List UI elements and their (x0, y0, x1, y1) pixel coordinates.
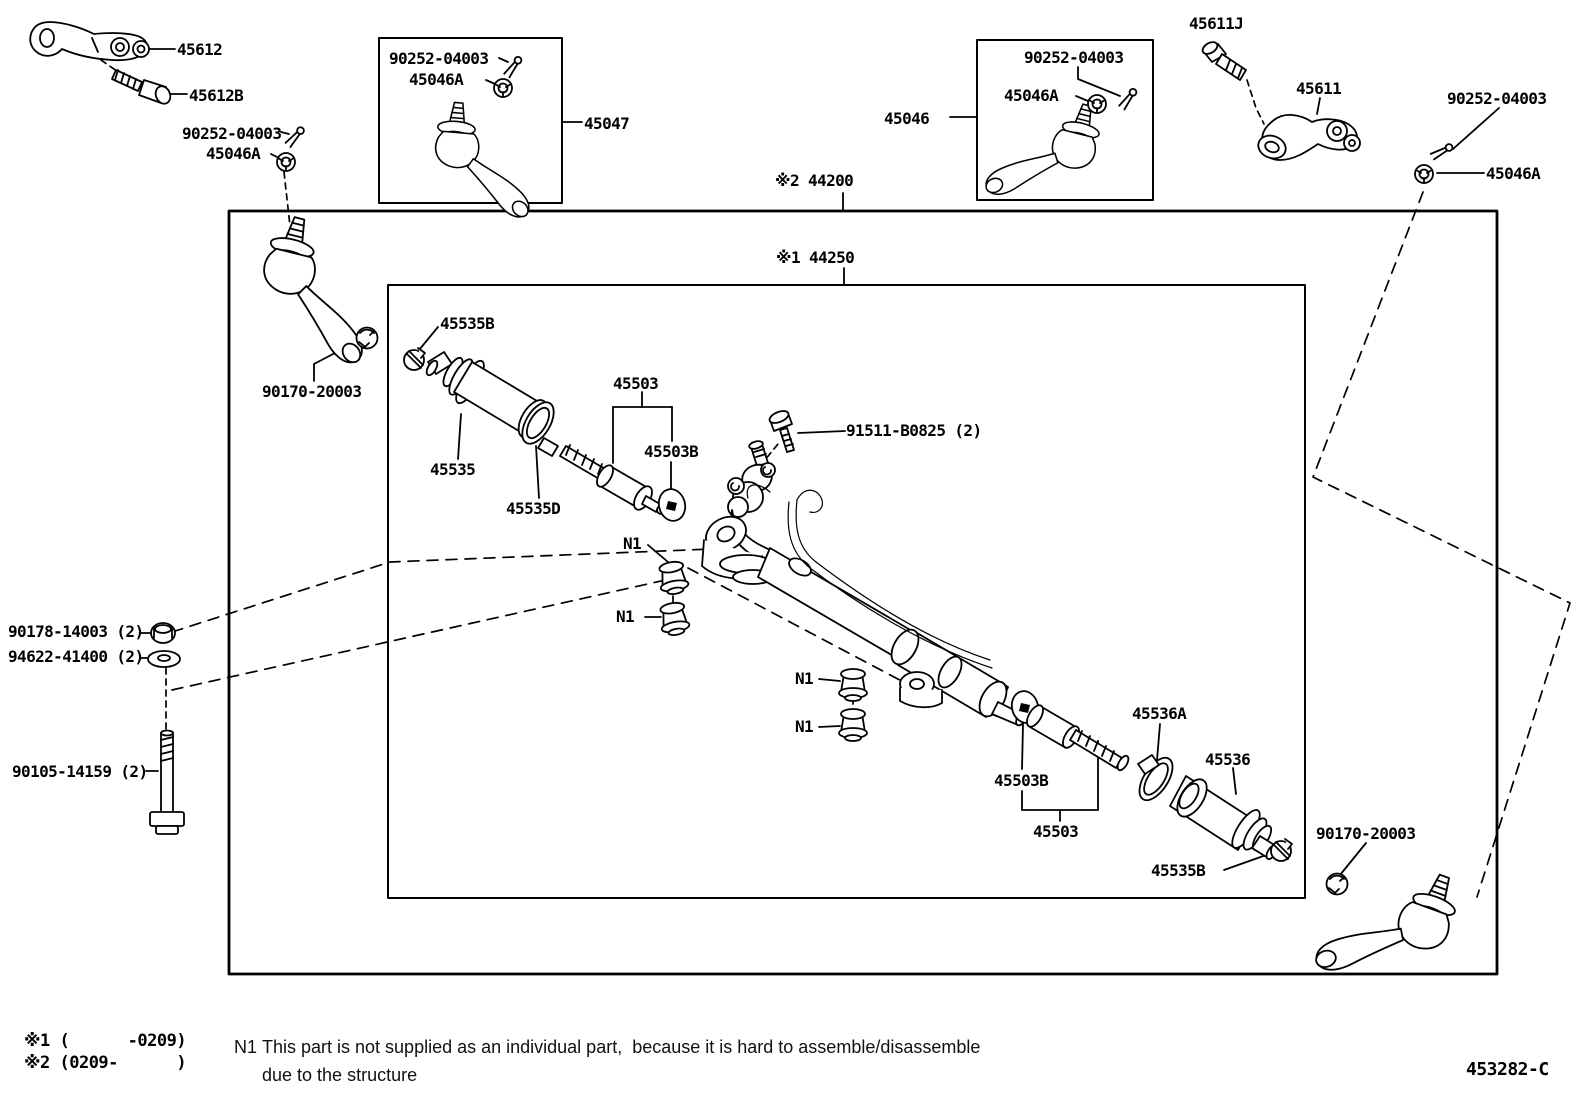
nut-90178-drawing (151, 623, 175, 643)
inner-tie-rod-45503-right-drawing (1024, 703, 1131, 772)
callout-45536a: 45536A (1132, 704, 1187, 723)
callout-44200: ※2 44200 (775, 171, 854, 190)
callout-45611: 45611 (1296, 79, 1342, 98)
callout-45046a-box46: 45046A (1004, 86, 1059, 105)
assembly-boxes (229, 38, 1497, 974)
callout-n1-1: N1 (623, 534, 642, 553)
callout-45046a-tl: 45046A (206, 144, 261, 163)
tie-rod-end-45046-drawing (981, 85, 1105, 217)
tie-rod-end-right-drawing (1310, 844, 1466, 1007)
callout-90252-tr: 90252-04003 (1447, 89, 1547, 108)
idler-arm-45611-drawing (1255, 115, 1360, 162)
callout-45046a-box47: 45046A (409, 70, 464, 89)
doc-code: 453282-C (1466, 1059, 1549, 1080)
callout-n1-4: N1 (795, 717, 814, 736)
callout-90178: 90178-14003 (2) (8, 622, 144, 641)
cotter-pin-90252-box46 (1119, 87, 1138, 109)
footnote-2: ※2 (0209- ) (24, 1053, 187, 1073)
callout-n1-3: N1 (795, 669, 814, 688)
callout-45503b-right: 45503B (994, 771, 1049, 790)
lock-nut-90170-left (357, 328, 378, 349)
callout-45503b-left: 45503B (644, 442, 699, 461)
note-n1-line1: This part is not supplied as an individual part, because it is hard to assemble/disassemble (262, 1037, 981, 1057)
boot-45536-drawing (1170, 774, 1280, 860)
callout-45535d: 45535D (506, 499, 561, 518)
callout-90252-tl: 90252-04003 (182, 124, 282, 143)
cotter-pin-90252-tr (1431, 143, 1454, 160)
pitman-arm-45612-drawing (30, 22, 149, 60)
bushing-n1-4-drawing (839, 709, 867, 741)
cotter-pin-90252-tl (286, 126, 306, 148)
nut-45503b-left-drawing (656, 486, 689, 523)
callout-90170-left: 90170-20003 (262, 382, 362, 401)
bolt-45612b-drawing (112, 70, 173, 106)
callout-90252-box47: 90252-04003 (389, 49, 489, 68)
callout-91511: 91511-B0825 (2) (846, 421, 982, 440)
castle-nut-45046a-box47 (494, 79, 512, 97)
callout-n1-2: N1 (616, 607, 635, 626)
bushing-n1-1-drawing (657, 560, 690, 596)
callout-45503-right: 45503 (1033, 822, 1079, 841)
bolt-90105-drawing (150, 731, 184, 835)
note-n1-id: N1 (234, 1037, 258, 1057)
castle-nut-45046a-tl (277, 153, 295, 171)
clamp-45536a-drawing (1133, 752, 1179, 805)
note-n1-line2: due to the structure (262, 1065, 418, 1085)
callout-45612b: 45612B (189, 86, 244, 105)
callout-45503-left: 45503 (613, 374, 659, 393)
clamp-45535b-right-drawing (1271, 839, 1292, 861)
bushing-n1-2-drawing (658, 601, 691, 637)
bolt-91511-drawing (768, 409, 794, 452)
callout-45535b-right: 45535B (1151, 861, 1206, 880)
cotter-pin-90252-box47 (504, 55, 523, 77)
bolt-45611j-drawing (1201, 40, 1246, 80)
callout-90252-box46: 90252-04003 (1024, 48, 1124, 67)
castle-nut-45046a-tr (1415, 165, 1433, 183)
callout-45535b-left: 45535B (440, 314, 495, 333)
clamp-45535b-left-drawing (404, 348, 425, 370)
footnote-1: ※1 ( -0209) (24, 1031, 187, 1051)
callout-45536: 45536 (1205, 750, 1251, 769)
callout-45612: 45612 (177, 40, 223, 59)
callout-90105: 90105-14159 (2) (12, 762, 148, 781)
callout-45611j: 45611J (1189, 14, 1244, 33)
callout-45047: 45047 (584, 114, 630, 133)
callout-45046: 45046 (884, 109, 930, 128)
lock-nut-90170-right (1327, 874, 1348, 895)
bushing-n1-3-drawing (839, 669, 867, 701)
washer-94622-drawing (148, 651, 180, 667)
callout-94622: 94622-41400 (2) (8, 647, 144, 666)
callout-45535: 45535 (430, 460, 476, 479)
castle-nut-45046a-box46 (1088, 95, 1106, 113)
callout-45046a-tr: 45046A (1486, 164, 1541, 183)
callout-90170-right: 90170-20003 (1316, 824, 1416, 843)
callout-44250: ※1 44250 (776, 248, 855, 267)
